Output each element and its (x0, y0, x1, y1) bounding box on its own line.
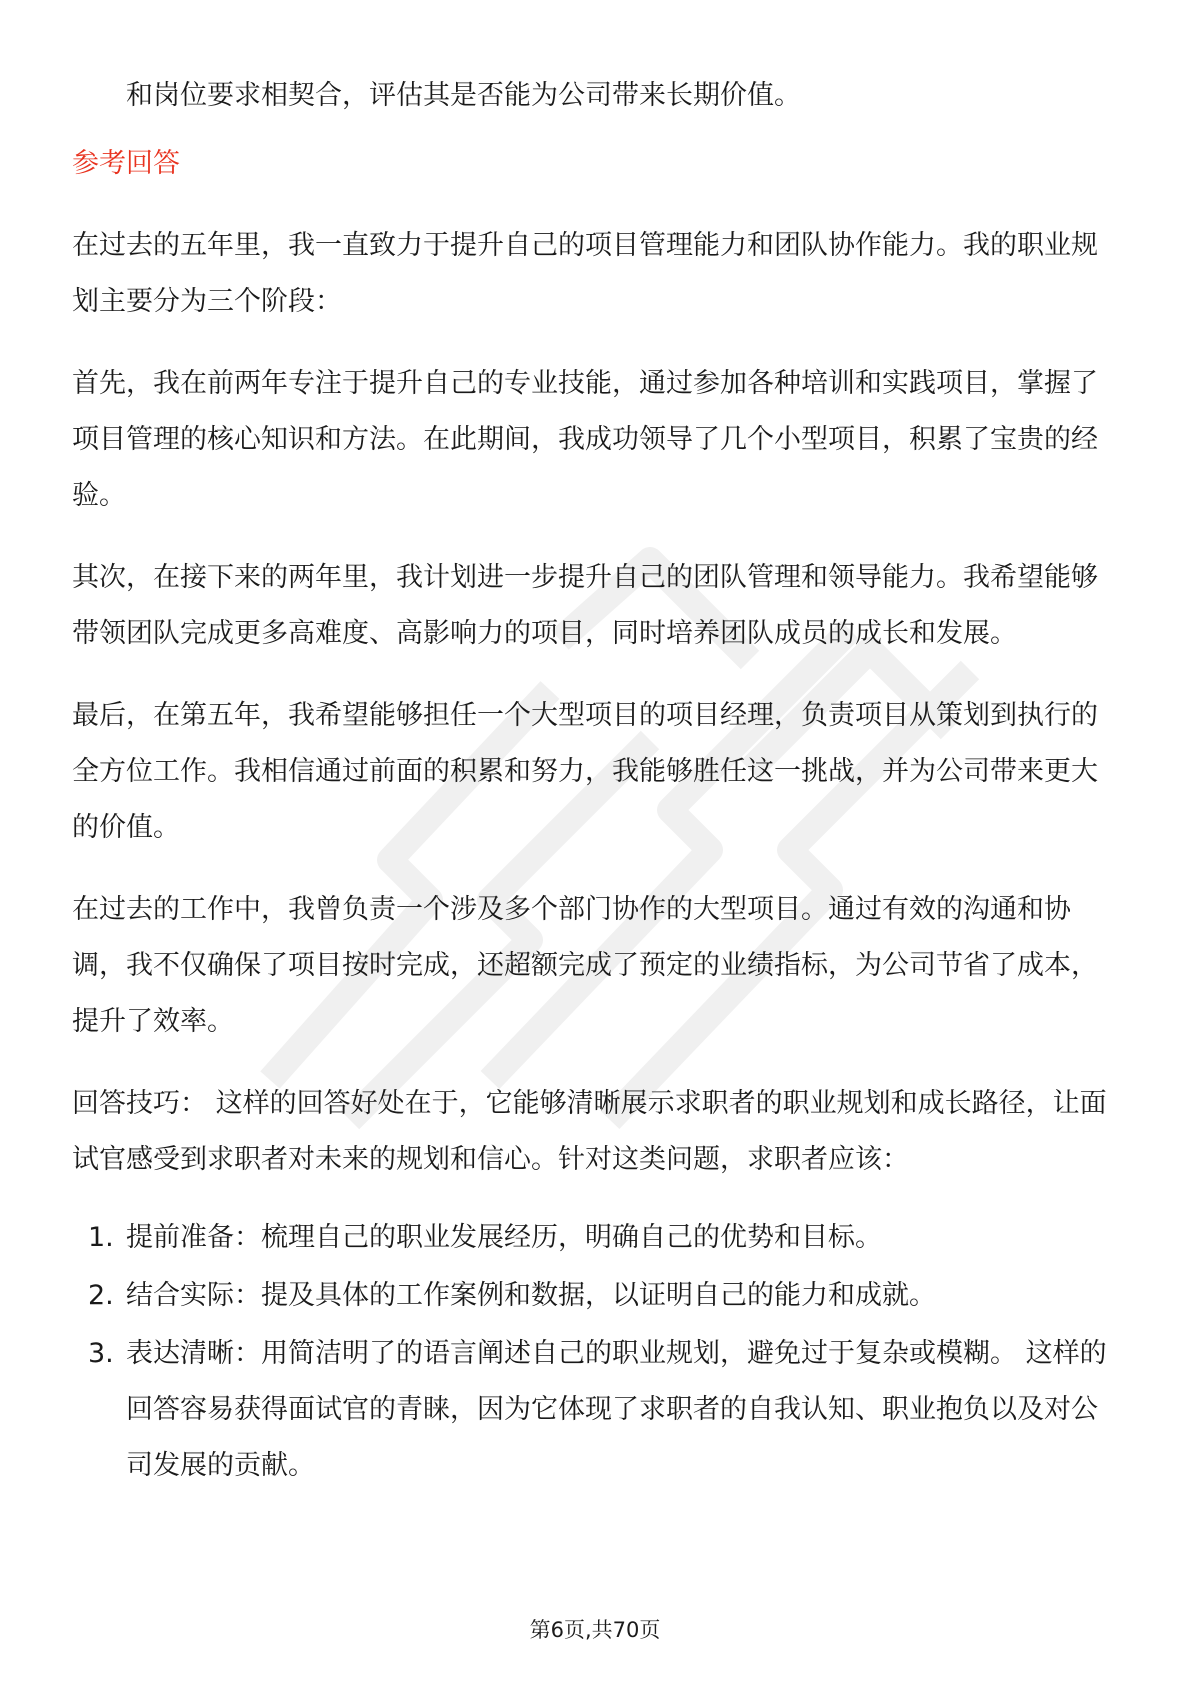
document-body (72, 68, 1118, 1496)
answer-paragraph-1: 在过去的五年里，我一直致力于提升自己的项目管理能力和团队协作能力。我的职业规划主要分为三个阶段： (72, 230, 1098, 317)
list-item-number: 2. (88, 1280, 114, 1311)
answer-paragraph-4: 最后，在第五年，我希望能够担任一个大型项目的项目经理，负责项目从策划到执行的全方位工作。我相信通过前面的积累和努力，我能够胜任这一挑战，并为公司带来更大的价值。 (72, 700, 1098, 843)
section-title: 参考回答 (72, 148, 180, 179)
answer-paragraph-2: 首先，我在前两年专注于提升自己的专业技能，通过参加各种培训和实践项目，掌握了项目管理的核心知识和方法。在此期间，我成功领导了几个小型项目，积累了宝贵的经验。 (72, 368, 1098, 511)
list-item-number: 1. (88, 1222, 114, 1253)
answer-paragraph-3: 其次，在接下来的两年里，我计划进一步提升自己的团队管理和领导能力。我希望能够带领团队完成更多高难度、高影响力的项目，同时培养团队成员的成长和发展。 (72, 562, 1098, 649)
list-item (72, 1210, 1118, 1266)
page-number-footer: 第6页,共70页 (529, 1618, 661, 1642)
list-item (72, 1326, 1118, 1494)
lead-paragraph: 和岗位要求相契合，评估其是否能为公司带来长期价值。 (126, 80, 801, 111)
list-item (72, 1268, 1118, 1324)
list-item-text: 表达清晰：用简洁明了的语言阐述自己的职业规划，避免过于复杂或模糊。 这样的回答容易获得面试官的青睐，因为它体现了求职者的自我认知、职业抱负以及对公司发展的贡献。 (126, 1338, 1107, 1481)
list-item-text: 提前准备：梳理自己的职业发展经历，明确自己的优势和目标。 (126, 1222, 882, 1253)
list-item-text: 结合实际：提及具体的工作案例和数据，以证明自己的能力和成就。 (126, 1280, 936, 1311)
tips-list (72, 1210, 1118, 1494)
answer-paragraph-5: 在过去的工作中，我曾负责一个涉及多个部门协作的大型项目。通过有效的沟通和协调，我不仅确保了项目按时完成，还超额完成了预定的业绩指标，为公司节省了成本，提升了效率。 (72, 894, 1098, 1037)
tips-intro-paragraph: 回答技巧： 这样的回答好处在于，它能够清晰展示求职者的职业规划和成长路径，让面试官感受到求职者对未来的规划和信心。针对这类问题，求职者应该： (72, 1088, 1107, 1175)
list-item-number: 3. (88, 1338, 114, 1369)
